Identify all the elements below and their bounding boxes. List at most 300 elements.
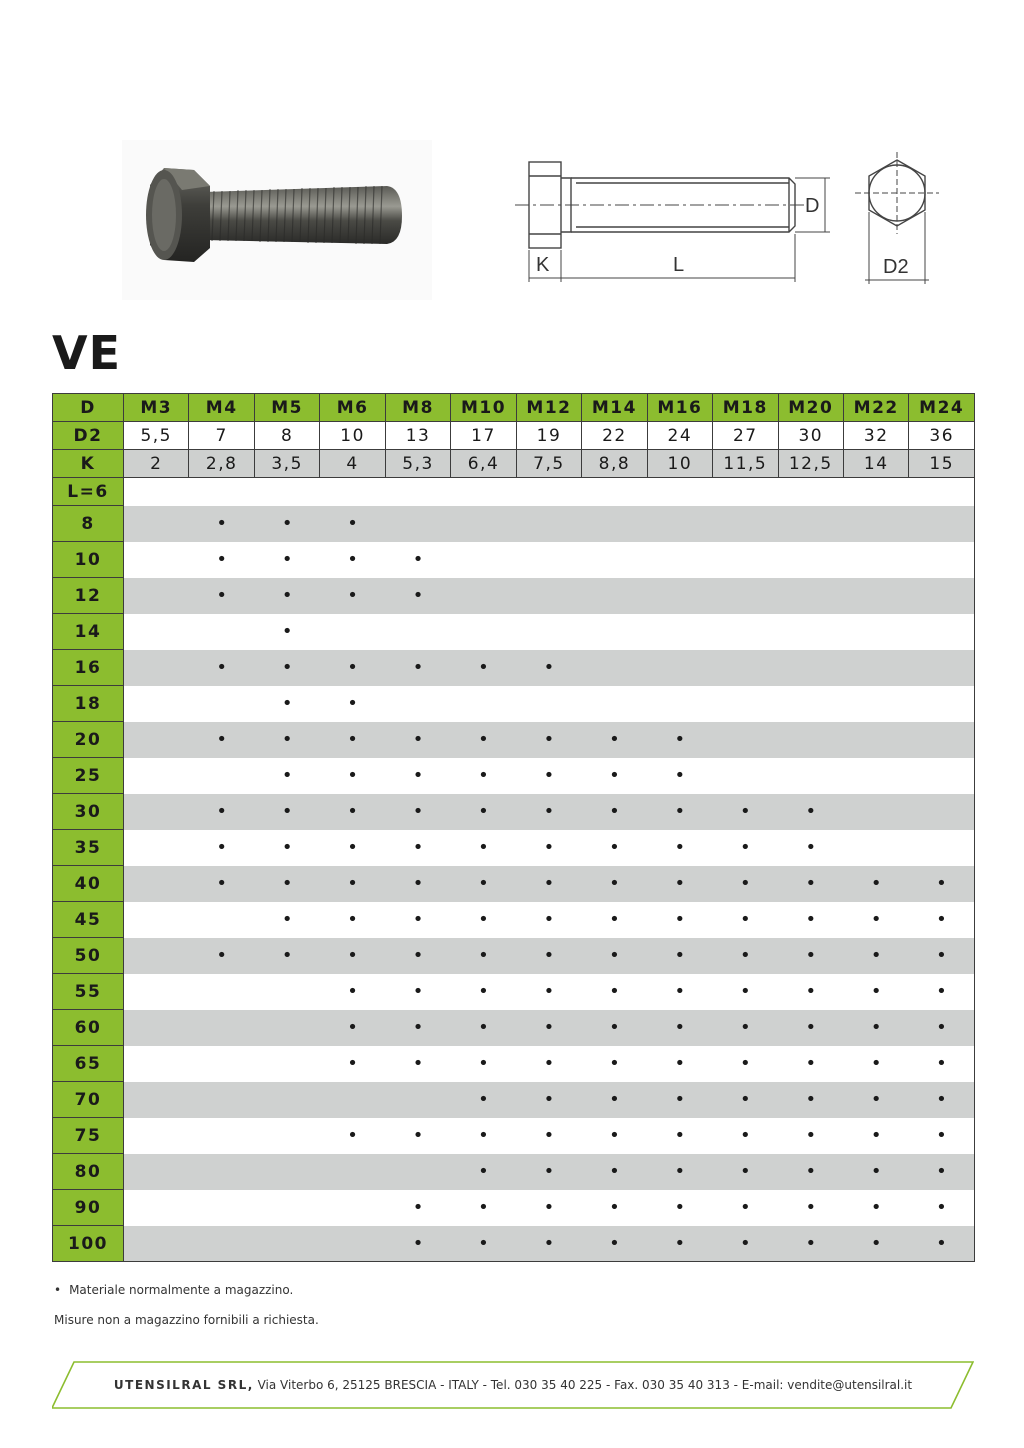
stock-dot: • [281, 837, 293, 858]
footer [52, 1361, 974, 1409]
empty-cell [778, 614, 843, 650]
empty-cell [451, 614, 516, 650]
length-row [53, 650, 975, 686]
empty-cell [189, 478, 254, 506]
stock-dot: • [582, 1010, 647, 1046]
empty-cell [843, 794, 908, 830]
stock-dot: • [870, 981, 882, 1002]
k-value: 6,4 [451, 450, 516, 478]
empty-cell [124, 478, 189, 506]
stock-dot: • [254, 578, 319, 614]
empty-cell [385, 506, 450, 542]
stock-dot: • [478, 1125, 489, 1146]
empty-cell [647, 650, 712, 686]
empty-cell [124, 1154, 189, 1190]
length-row [53, 1154, 975, 1190]
empty-cell [516, 542, 581, 578]
k-value: 8,8 [582, 450, 647, 478]
stock-dot: • [216, 549, 227, 570]
empty-cell [254, 1154, 319, 1190]
empty-cell [189, 758, 254, 794]
stock-dot: • [713, 1154, 778, 1190]
stock-dot: • [805, 1053, 817, 1074]
stock-dot: • [189, 650, 254, 686]
empty-cell [124, 614, 189, 650]
stock-dot: • [674, 1053, 686, 1074]
stock-dot: • [609, 1125, 620, 1146]
empty-cell [843, 478, 908, 506]
stock-dot: • [909, 1082, 975, 1118]
stock-dot: • [516, 1154, 581, 1190]
stock-dot: • [254, 506, 319, 542]
length-row [53, 938, 975, 974]
empty-cell [582, 686, 647, 722]
empty-cell [320, 614, 385, 650]
stock-dot: • [870, 1197, 882, 1218]
length-label: 90 [53, 1190, 124, 1226]
stock-dot: • [609, 1053, 620, 1074]
empty-cell [843, 506, 908, 542]
stock-dot: • [385, 578, 450, 614]
empty-cell [124, 1082, 189, 1118]
bullet-icon: • [54, 1283, 62, 1297]
empty-cell [909, 478, 975, 506]
empty-cell [189, 1226, 254, 1262]
stock-dot: • [647, 1154, 712, 1190]
empty-cell [843, 578, 908, 614]
empty-cell [582, 578, 647, 614]
empty-cell [385, 686, 450, 722]
length-row [53, 1226, 975, 1262]
stock-dot: • [805, 981, 817, 1002]
stock-dot: • [647, 794, 712, 830]
stock-dot: • [516, 650, 581, 686]
empty-cell [647, 614, 712, 650]
empty-cell [451, 542, 516, 578]
empty-cell [320, 478, 385, 506]
stock-dot: • [451, 938, 516, 974]
empty-cell [189, 1046, 254, 1082]
length-row [53, 1082, 975, 1118]
stock-dot: • [320, 506, 385, 542]
k-value: 15 [909, 450, 975, 478]
stock-dot: • [778, 866, 843, 902]
stock-dot: • [478, 909, 489, 930]
empty-cell [124, 650, 189, 686]
row-label-d2: D2 [53, 422, 124, 450]
empty-cell [843, 722, 908, 758]
stock-dot: • [647, 1226, 712, 1262]
empty-cell [385, 1154, 450, 1190]
empty-cell [254, 1046, 319, 1082]
stock-dot: • [478, 981, 489, 1002]
d2-value: 32 [843, 422, 908, 450]
empty-cell [254, 1226, 319, 1262]
length-label: 8 [53, 506, 124, 542]
stock-dot: • [347, 693, 358, 714]
empty-cell [385, 614, 450, 650]
length-row [53, 614, 975, 650]
stock-dot: • [843, 866, 908, 902]
empty-cell [189, 686, 254, 722]
length-row [53, 686, 975, 722]
stock-dot: • [516, 722, 581, 758]
stock-dot: • [320, 866, 385, 902]
empty-cell [713, 542, 778, 578]
empty-cell [778, 578, 843, 614]
stock-dot: • [385, 1226, 450, 1262]
stock-dot: • [713, 938, 778, 974]
empty-cell [320, 1190, 385, 1226]
dim-d-label: D [805, 195, 820, 217]
stock-dot: • [843, 938, 908, 974]
empty-cell [124, 722, 189, 758]
empty-cell [516, 578, 581, 614]
stock-dot: • [609, 1197, 620, 1218]
stock-dot: • [647, 722, 712, 758]
stock-dot: • [543, 765, 555, 786]
stock-dot: • [805, 1125, 817, 1146]
availability-table [52, 393, 975, 1262]
empty-cell [320, 1226, 385, 1262]
empty-cell [451, 506, 516, 542]
length-row [53, 542, 975, 578]
stock-dot: • [713, 1082, 778, 1118]
row-label-d: D [53, 394, 124, 422]
empty-cell [124, 1046, 189, 1082]
stock-dot: • [281, 693, 293, 714]
stock-dot: • [778, 794, 843, 830]
empty-cell [254, 1190, 319, 1226]
empty-cell [647, 542, 712, 578]
length-label: 12 [53, 578, 124, 614]
footer-details: Via Viterbo 6, 25125 BRESCIA - ITALY - Tel. 030 35 40 225 - Fax. 030 35 40 313 - E-mail: vendite@utensilral.it [257, 1378, 913, 1392]
stock-dot: • [347, 549, 358, 570]
stock-dot: • [739, 1053, 751, 1074]
empty-cell [843, 830, 908, 866]
length-row [53, 974, 975, 1010]
stock-dot: • [936, 1053, 947, 1074]
stock-dot: • [870, 1053, 882, 1074]
stock-dot: • [347, 765, 358, 786]
stock-dot: • [647, 1010, 712, 1046]
k-value: 7,5 [516, 450, 581, 478]
length-row [53, 1190, 975, 1226]
stock-dot: • [647, 938, 712, 974]
stock-dot: • [189, 938, 254, 974]
empty-cell [843, 758, 908, 794]
empty-cell [254, 1118, 319, 1154]
stock-dot: • [451, 650, 516, 686]
stock-dot: • [936, 909, 947, 930]
stock-dot: • [909, 1226, 975, 1262]
empty-cell [843, 686, 908, 722]
stock-dot: • [412, 549, 424, 570]
stock-dot: • [254, 938, 319, 974]
d2-value: 17 [451, 422, 516, 450]
k-value: 2,8 [189, 450, 254, 478]
stock-dot: • [281, 909, 293, 930]
empty-cell [843, 614, 908, 650]
stock-dot: • [909, 1010, 975, 1046]
stock-dot: • [778, 1226, 843, 1262]
k-value: 10 [647, 450, 712, 478]
stock-dot: • [451, 1082, 516, 1118]
empty-cell [189, 902, 254, 938]
d2-value: 5,5 [124, 422, 189, 450]
footer-company: UTENSILRAL SRL, [113, 1378, 254, 1392]
k-value: 12,5 [778, 450, 843, 478]
empty-cell [516, 478, 581, 506]
length-label: 55 [53, 974, 124, 1010]
stock-dot: • [843, 1226, 908, 1262]
stock-dot: • [543, 909, 555, 930]
stock-dot: • [609, 981, 620, 1002]
stock-dot: • [674, 837, 686, 858]
empty-cell [124, 794, 189, 830]
stock-dot: • [739, 981, 751, 1002]
stock-dot: • [412, 909, 424, 930]
empty-cell [909, 614, 975, 650]
stock-dot: • [609, 909, 620, 930]
stock-dot: • [713, 1226, 778, 1262]
stock-dot: • [189, 506, 254, 542]
stock-dot: • [609, 837, 620, 858]
stock-dot: • [412, 981, 424, 1002]
empty-cell [254, 478, 319, 506]
stock-dot: • [936, 981, 947, 1002]
empty-cell [189, 1154, 254, 1190]
note-stock [54, 1283, 319, 1297]
stock-dot: • [543, 1053, 555, 1074]
stock-dot: • [582, 722, 647, 758]
length-row [53, 506, 975, 542]
stock-dot: • [216, 837, 227, 858]
empty-cell [124, 974, 189, 1010]
size-m10: M10 [451, 394, 516, 422]
stock-dot: • [347, 909, 358, 930]
empty-cell [124, 542, 189, 578]
stock-dot: • [320, 722, 385, 758]
empty-cell [516, 506, 581, 542]
empty-cell [778, 686, 843, 722]
empty-cell [909, 794, 975, 830]
stock-dot: • [713, 866, 778, 902]
stock-dot: • [281, 549, 293, 570]
size-m6: M6 [320, 394, 385, 422]
empty-cell [124, 758, 189, 794]
stock-dot: • [254, 650, 319, 686]
empty-cell [189, 1010, 254, 1046]
empty-cell [516, 614, 581, 650]
empty-cell [189, 1190, 254, 1226]
empty-cell [189, 614, 254, 650]
stock-dot: • [451, 1226, 516, 1262]
size-m3: M3 [124, 394, 189, 422]
stock-dot: • [909, 938, 975, 974]
stock-dot: • [739, 909, 751, 930]
length-label: 18 [53, 686, 124, 722]
empty-cell [124, 938, 189, 974]
empty-cell [124, 686, 189, 722]
d2-value: 19 [516, 422, 581, 450]
stock-dot: • [385, 938, 450, 974]
empty-cell [451, 478, 516, 506]
empty-cell [451, 686, 516, 722]
stock-dot: • [805, 1197, 817, 1218]
empty-cell [254, 1010, 319, 1046]
k-value: 3,5 [254, 450, 319, 478]
stock-dot: • [385, 1010, 450, 1046]
stock-dot: • [516, 866, 581, 902]
empty-cell [189, 1082, 254, 1118]
stock-dot: • [320, 794, 385, 830]
stock-dot: • [451, 722, 516, 758]
empty-cell [124, 1118, 189, 1154]
stock-dot: • [412, 837, 424, 858]
stock-dot: • [739, 837, 751, 858]
stock-dot: • [870, 1125, 882, 1146]
stock-dot: • [451, 1154, 516, 1190]
empty-cell [909, 542, 975, 578]
length-row [53, 902, 975, 938]
stock-dot: • [805, 837, 817, 858]
length-label: 100 [53, 1226, 124, 1262]
k-value: 2 [124, 450, 189, 478]
stock-dot: • [254, 794, 319, 830]
size-m4: M4 [189, 394, 254, 422]
d2-value: 8 [254, 422, 319, 450]
k-value: 4 [320, 450, 385, 478]
stock-dot: • [674, 981, 686, 1002]
empty-cell [124, 866, 189, 902]
length-label: 70 [53, 1082, 124, 1118]
empty-cell [189, 1118, 254, 1154]
stock-dot: • [189, 794, 254, 830]
length-label: 35 [53, 830, 124, 866]
size-m22: M22 [843, 394, 908, 422]
stock-dot: • [582, 1226, 647, 1262]
stock-dot: • [582, 1154, 647, 1190]
empty-cell [843, 542, 908, 578]
stock-dot: • [843, 1010, 908, 1046]
stock-dot: • [909, 1154, 975, 1190]
stock-dot: • [451, 1010, 516, 1046]
empty-cell [713, 722, 778, 758]
empty-cell [647, 478, 712, 506]
empty-cell [385, 1082, 450, 1118]
stock-dot: • [320, 1010, 385, 1046]
stock-dot: • [347, 1053, 358, 1074]
stock-dot: • [582, 794, 647, 830]
stock-dot: • [543, 981, 555, 1002]
length-label: 40 [53, 866, 124, 902]
stock-dot: • [385, 866, 450, 902]
k-value: 14 [843, 450, 908, 478]
length-row [53, 758, 975, 794]
length-label: L=6 [53, 478, 124, 506]
dim-l-label: L [673, 254, 685, 276]
stock-dot: • [516, 1226, 581, 1262]
note-request: Misure non a magazzino fornibili a richiesta. [54, 1313, 319, 1327]
length-row [53, 578, 975, 614]
stock-dot: • [451, 794, 516, 830]
empty-cell [713, 650, 778, 686]
stock-dot: • [385, 650, 450, 686]
length-row [53, 1046, 975, 1082]
note-stock-text: Materiale normalmente a magazzino. [69, 1283, 294, 1297]
length-label: 25 [53, 758, 124, 794]
empty-cell [843, 650, 908, 686]
empty-cell [647, 506, 712, 542]
size-m20: M20 [778, 394, 843, 422]
empty-cell [124, 1010, 189, 1046]
stock-dot: • [320, 650, 385, 686]
size-m8: M8 [385, 394, 450, 422]
length-row [53, 1118, 975, 1154]
stock-dot: • [385, 722, 450, 758]
empty-cell [124, 1190, 189, 1226]
stock-dot: • [254, 866, 319, 902]
empty-cell [713, 758, 778, 794]
stock-dot: • [451, 866, 516, 902]
size-m16: M16 [647, 394, 712, 422]
stock-dot: • [516, 1082, 581, 1118]
stock-dot: • [739, 1125, 751, 1146]
stock-dot: • [516, 1010, 581, 1046]
size-m18: M18 [713, 394, 778, 422]
stock-dot: • [936, 1125, 947, 1146]
length-label: 14 [53, 614, 124, 650]
stock-dot: • [582, 938, 647, 974]
stock-dot: • [843, 1082, 908, 1118]
empty-cell [778, 758, 843, 794]
length-label: 50 [53, 938, 124, 974]
stock-dot: • [674, 1125, 686, 1146]
stock-dot: • [347, 981, 358, 1002]
empty-cell [713, 614, 778, 650]
stock-dot: • [647, 866, 712, 902]
size-m14: M14 [582, 394, 647, 422]
length-label: 10 [53, 542, 124, 578]
stock-dot: • [478, 1053, 489, 1074]
stock-dot: • [478, 765, 489, 786]
stock-dot: • [189, 866, 254, 902]
length-label: 65 [53, 1046, 124, 1082]
stock-dot: • [412, 765, 424, 786]
stock-dot: • [189, 578, 254, 614]
stock-dot: • [674, 1197, 686, 1218]
stock-dot: • [713, 794, 778, 830]
empty-cell [909, 830, 975, 866]
empty-cell [778, 478, 843, 506]
stock-dot: • [778, 1010, 843, 1046]
stock-dot: • [543, 1125, 555, 1146]
d2-value: 27 [713, 422, 778, 450]
length-label: 60 [53, 1010, 124, 1046]
length-label: 80 [53, 1154, 124, 1190]
stock-dot: • [843, 1154, 908, 1190]
empty-cell [320, 1082, 385, 1118]
stock-dot: • [609, 765, 620, 786]
d2-value: 13 [385, 422, 450, 450]
stock-dot: • [805, 909, 817, 930]
empty-cell [909, 506, 975, 542]
empty-cell [909, 686, 975, 722]
stock-dot: • [516, 794, 581, 830]
stock-dot: • [516, 938, 581, 974]
empty-cell [647, 578, 712, 614]
